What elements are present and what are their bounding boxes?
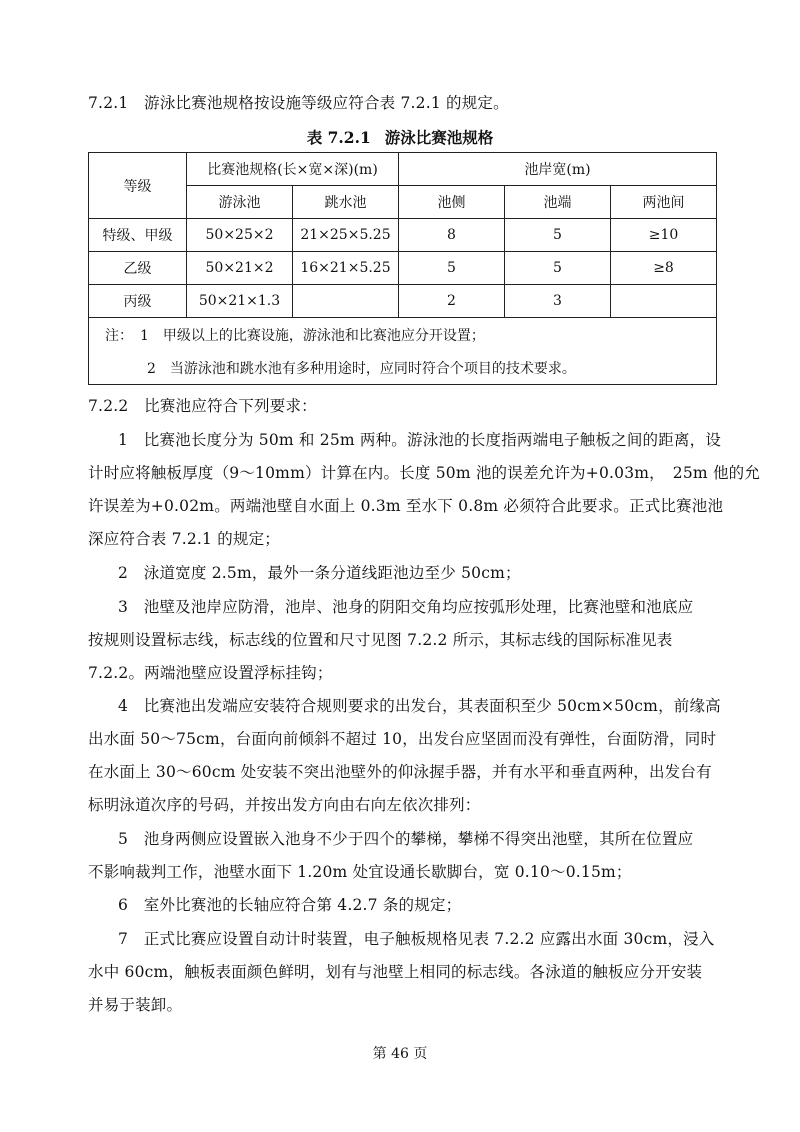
pool-spec-table: [88, 152, 717, 385]
cell-end: 5: [505, 252, 611, 285]
table-caption: [0, 126, 800, 148]
cell-swim: 50×21×1.3: [187, 285, 293, 318]
table-caption-number: 表 7.2.1: [306, 128, 371, 147]
table-caption-title: 游泳比赛池规格: [384, 128, 494, 147]
cell-between: [611, 285, 717, 318]
text-line: 1 比赛池长度分为 50m 和 25m 两种。游泳池的长度指两端电子触板之间的距离，设: [118, 431, 722, 449]
text-line: 标明泳道次序的号码，并按出发方向由右向左依次排列：: [88, 796, 481, 814]
clause-7-2-1: 7.2.1 游泳比赛池规格按设施等级应符合表 7.2.1 的规定。: [88, 94, 509, 112]
cell-grade: 乙级: [89, 252, 187, 285]
header-grade: 等级: [89, 153, 187, 219]
cell-between: ≥10: [611, 219, 717, 252]
header-between-pools: 两池间: [611, 186, 717, 219]
text-line: 并易于装卸。: [88, 996, 183, 1014]
text-line: 7 正式比赛应设置自动计时装置，电子触板规格见表 7.2.2 应露出水面 30cm，浸入: [118, 930, 715, 948]
text-line: 6 室外比赛池的长轴应符合第 4.2.7 条的规定；: [118, 896, 462, 914]
text-line: 4 比赛池出发端应安装符合规则要求的出发台，其表面积至少 50cm×50cm，前缘高: [118, 697, 721, 715]
header-dive-pool: 跳水池: [293, 186, 399, 219]
table-row: [89, 219, 717, 252]
table-note-row: [89, 351, 717, 385]
text-line: 2 泳道宽度 2.5m，最外一条分道线距池边至少 50cm；: [118, 564, 521, 582]
text-line: 水中 60cm，触板表面颜色鲜明，划有与池壁上相同的标志线。各泳道的触板应分开安装: [88, 963, 703, 981]
cell-swim: 50×21×2: [187, 252, 293, 285]
table-note-row: [89, 318, 717, 352]
cell-dive: 16×21×5.25: [293, 252, 399, 285]
clause-7-2-2: 7.2.2 比赛池应符合下列要求：: [88, 397, 317, 415]
cell-side: 8: [399, 219, 505, 252]
header-pool-spec: 比赛池规格(长×宽×深)(m): [187, 153, 399, 186]
cell-end: 5: [505, 219, 611, 252]
text-line: 5 池身两侧应设置嵌入池身不少于四个的攀梯，攀梯不得突出池壁，其所在位置应: [118, 830, 694, 848]
header-pool-end: 池端: [505, 186, 611, 219]
table-note-1: 注： 1 甲级以上的比赛设施，游泳池和比赛池应分开设置；: [89, 318, 717, 352]
text-line: 在水面上 30～60cm 处安装不突出池壁外的仰泳握手器，并有水平和垂直两种，出发台有: [88, 763, 712, 781]
table-header-row: [89, 153, 717, 186]
cell-dive: [293, 285, 399, 318]
cell-between: ≥8: [611, 252, 717, 285]
text-line: 许误差为+0.02m。两端池壁自水面上 0.3m 至水下 0.8m 必须符合此要求。正式比赛池池: [88, 497, 724, 515]
cell-dive: 21×25×5.25: [293, 219, 399, 252]
text-line: 出水面 50～75cm，台面向前倾斜不超过 10，出发台应坚固而没有弹性，台面防滑，同时: [88, 730, 717, 748]
text-line: 按规则设置标志线，标志线的位置和尺寸见图 7.2.2 所示，其标志线的国际标准见表: [88, 631, 673, 649]
table-note-2: 2 当游泳池和跳水池有多种用途时，应同时符合个项目的技术要求。: [89, 351, 717, 385]
header-deck-width: 池岸宽(m): [399, 153, 717, 186]
text-line: 计时应将触板厚度（9～10mm）计算在内。长度 50m 池的误差允许为+0.03m， 25m 他的允: [88, 464, 761, 482]
header-pool-side: 池侧: [399, 186, 505, 219]
text-line: 7.2.2。两端池壁应设置浮标挂钩；: [88, 664, 333, 682]
cell-grade: 丙级: [89, 285, 187, 318]
table-row: [89, 252, 717, 285]
text-line: 3 池壁及池岸应防滑，池岸、池身的阴阳交角均应按弧形处理，比赛池壁和池底应: [118, 598, 694, 616]
cell-swim: 50×25×2: [187, 219, 293, 252]
cell-grade: 特级、甲级: [89, 219, 187, 252]
cell-side: 5: [399, 252, 505, 285]
header-swim-pool: 游泳池: [187, 186, 293, 219]
text-line: 不影响裁判工作，池壁水面下 1.20m 处宜设通长歇脚台，宽 0.10～0.15m；: [88, 863, 632, 881]
page-number: 第 46 页: [372, 1046, 428, 1062]
cell-end: 3: [505, 285, 611, 318]
text-line: 深应符合表 7.2.1 的规定；: [88, 530, 280, 548]
table-row: [89, 285, 717, 318]
cell-side: 2: [399, 285, 505, 318]
